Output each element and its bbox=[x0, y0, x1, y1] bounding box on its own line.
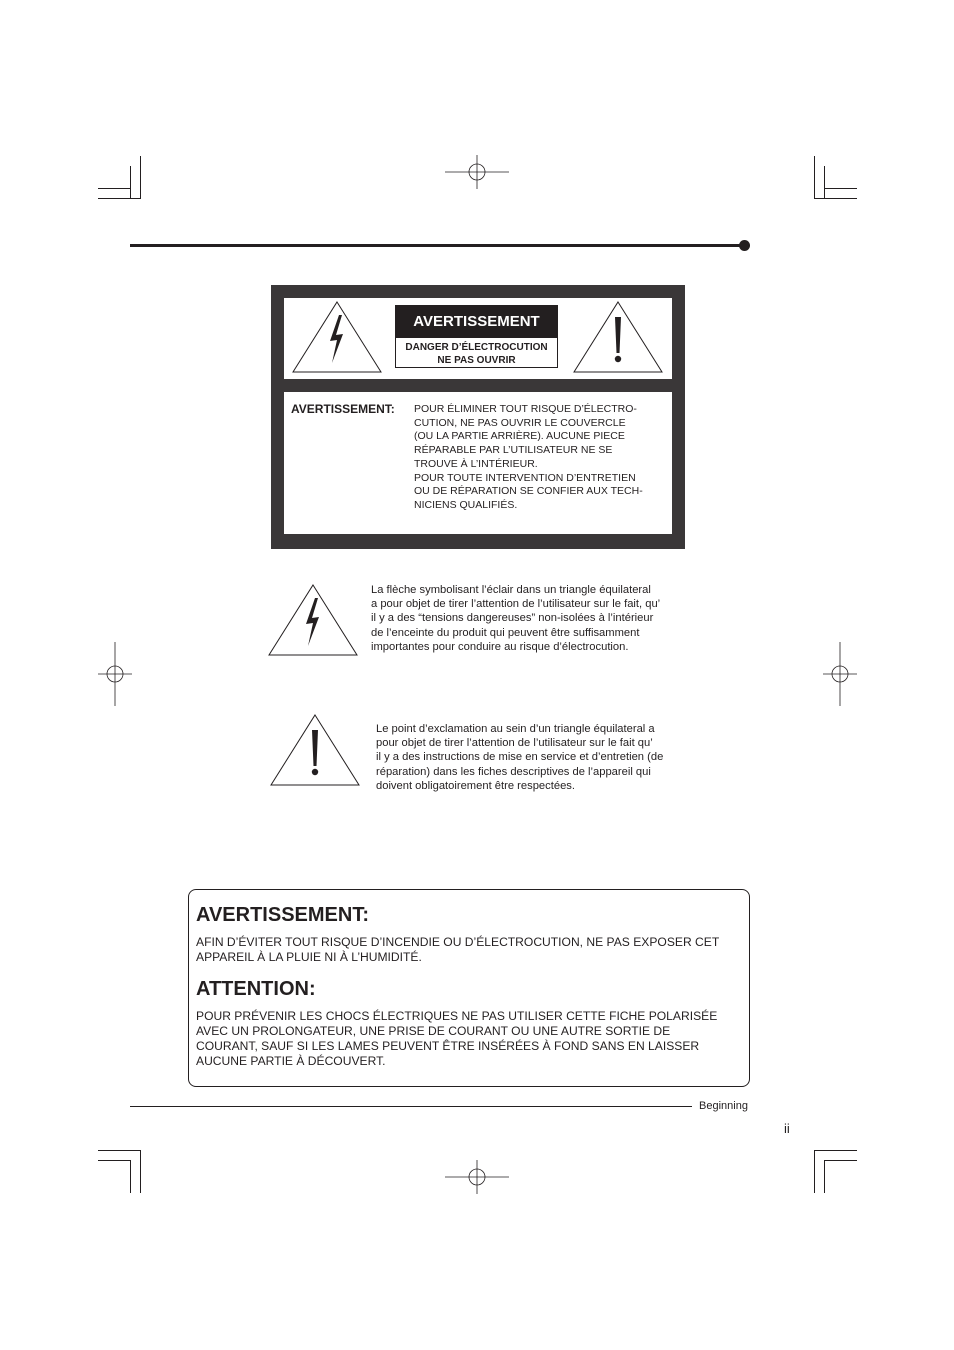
text-line: doivent obligatoirement être respectées. bbox=[376, 779, 576, 792]
text-line: (OU LA PARTIE ARRIÈRE). AUCUNE PIECE bbox=[414, 430, 625, 443]
warning-badge bbox=[395, 305, 558, 368]
exclamation-explanation bbox=[376, 722, 663, 793]
text-line: importantes pour conduire au risque d’électrocution. bbox=[371, 640, 629, 653]
text-line: réparation) dans les fiches descriptives de l’appareil qui bbox=[376, 765, 651, 778]
footer-rule bbox=[130, 1106, 692, 1107]
text-line: pour objet de tirer l’attention de l’utilisateur sur le fait qu’ bbox=[376, 737, 653, 750]
lightning-triangle-icon bbox=[292, 301, 382, 373]
attention-heading: ATTENTION: bbox=[196, 978, 316, 1000]
text-line: TROUVE À L’INTÉRIEUR. bbox=[414, 457, 538, 470]
text-line: AFIN D’ÉVITER TOUT RISQUE D’INCENDIE OU D’ÉLECTROCUTION, NE PAS EXPOSER CET bbox=[196, 935, 720, 949]
text-line: NICIENS QUALIFIÉS. bbox=[414, 498, 518, 511]
text-line: a pour objet de tirer l’attention de l’utilisateur sur le fait, qu’ bbox=[371, 598, 661, 611]
registration-mark-right bbox=[823, 642, 857, 706]
text-line: COURANT, SAUF SI LES LAMES PEUVENT ÊTRE INSÉRÉES À FOND SANS EN LAISSER bbox=[196, 1039, 700, 1053]
text-line: APPAREIL À LA PLUIE NI À L’HUMIDITÉ. bbox=[196, 950, 422, 964]
header-rule bbox=[130, 244, 742, 247]
exclamation-triangle-icon bbox=[573, 301, 663, 373]
registration-mark-bottom bbox=[445, 1160, 509, 1194]
registration-mark-left bbox=[98, 642, 132, 706]
text-line: OU DE RÉPARATION SE CONFIER AUX TECH- bbox=[414, 485, 643, 498]
text-line: POUR ÉLIMINER TOUT RISQUE D’ÉLECTRO- bbox=[414, 403, 637, 415]
text-line: RÉPARABLE PAR L’UTILISATEUR NE SE bbox=[414, 444, 613, 457]
text-line: de l’enceinte du produit qui peuvent être suffisamment bbox=[371, 626, 640, 639]
text-line: POUR TOUTE INTERVENTION D’ENTRETIEN bbox=[414, 471, 636, 484]
warning-label-caption: AVERTISSEMENT: bbox=[291, 402, 395, 416]
warning-badge-subtitle bbox=[396, 338, 557, 367]
page-number: ii bbox=[784, 1121, 790, 1136]
text-line: CUTION, NE PAS OUVRIR LE COUVERCLE bbox=[414, 416, 626, 429]
warning-badge-line: NE PAS OUVRIR bbox=[437, 355, 516, 366]
text-line: Le point d’exclamation au sein d’un triangle équilateral a bbox=[376, 723, 655, 735]
header-rule-dot bbox=[739, 240, 750, 251]
text-line: La flèche symbolisant l’éclair dans un triangle équilateral bbox=[371, 584, 651, 596]
footer-section-label: Beginning bbox=[699, 1100, 748, 1112]
text-line: AUCUNE PARTIE À DÉCOUVERT. bbox=[196, 1054, 386, 1068]
warning-heading: AVERTISSEMENT: bbox=[196, 904, 369, 926]
warning-text bbox=[196, 935, 719, 965]
warning-badge-title: AVERTISSEMENT bbox=[396, 306, 557, 338]
lightning-triangle-icon bbox=[268, 584, 358, 656]
registration-mark-top bbox=[445, 155, 509, 189]
warning-label-text bbox=[414, 403, 670, 513]
text-line: il y a des instructions de mise en service et d’entretien (de bbox=[376, 751, 664, 764]
exclamation-triangle-icon bbox=[270, 714, 360, 786]
warning-badge-line: DANGER D’ÉLECTROCUTION bbox=[405, 342, 548, 353]
text-line: POUR PRÉVENIR LES CHOCS ÉLECTRIQUES NE PAS UTILISER CETTE FICHE POLARISÉE bbox=[196, 1009, 718, 1023]
lightning-explanation bbox=[371, 583, 660, 654]
attention-text bbox=[196, 1009, 717, 1069]
text-line: il y a des “tensions dangereuses” non-isolées à l’intérieur bbox=[371, 612, 654, 625]
text-line: AVEC UN PROLONGATEUR, UNE PRISE DE COURANT OU UNE AUTRE SORTIE DE bbox=[196, 1024, 671, 1038]
